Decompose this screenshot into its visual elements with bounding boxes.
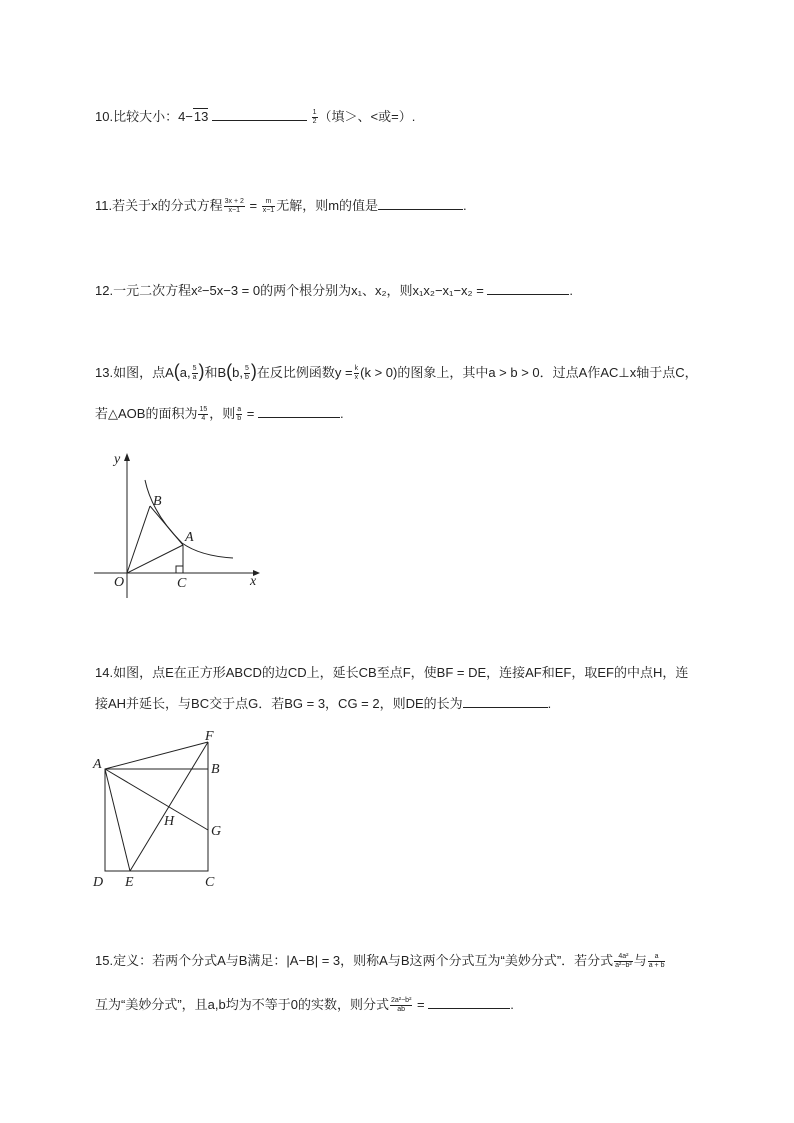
label-A: A xyxy=(93,757,102,772)
q13-line2-a: 若△AOB的面积为 xyxy=(95,406,198,421)
segment-AF xyxy=(105,742,208,769)
q13-line2-c: = xyxy=(243,406,255,421)
question-15-line-1 xyxy=(95,952,666,970)
q13-text-c: 在反比例函数y = xyxy=(256,365,353,380)
q14-figure xyxy=(90,725,230,890)
q12-text: 一元二次方程x²−5x−3 = 0的两个根分别为x₁、x₂，则x₁x₂−x₁−x₂ = xyxy=(113,283,484,298)
q13-point-b: b, xyxy=(232,365,244,380)
segment-AE xyxy=(105,769,130,871)
question-13-line-2 xyxy=(95,405,344,423)
q13-figure xyxy=(90,448,270,603)
hyperbola-curve xyxy=(145,480,233,558)
q13-point-a-fraction: $\frac{5}{a}$ xyxy=(192,365,197,382)
q15-fraction-3: $\frac{\text{2a²−b²}}{ab}$ xyxy=(390,997,412,1014)
q13-area-fraction: $\frac{15}{4}$ xyxy=(199,406,208,423)
label-C: C xyxy=(205,875,215,890)
y-axis-arrow xyxy=(124,453,130,461)
q14-line1: 如图，点E在正方形ABCD的边CD上，延长CB至点F，使BF = DE，连接AF和EF，取EF的中点H，连 xyxy=(113,665,689,680)
q13-number: 13. xyxy=(95,365,114,380)
q10-sqrt: 13 xyxy=(193,109,209,124)
q15-answer-blank[interactable] xyxy=(428,996,510,1009)
label-B: B xyxy=(153,494,162,509)
q11-text-b: 无解，则m的值是 xyxy=(276,198,379,213)
q10-text-b: （填＞、<或=）. xyxy=(318,109,416,124)
q11-fraction-right: $\frac{m}{x-1}$ xyxy=(262,198,275,215)
q14-number: 14. xyxy=(95,665,114,680)
q12-number: 12. xyxy=(95,283,114,298)
q11-fraction-left: $\frac{3x + 2}{x-1}$ xyxy=(224,198,244,215)
q15-line2-a: 互为“美妙分式”，且a,b均为不等于0的实数，则分式 xyxy=(95,997,389,1012)
label-H: H xyxy=(164,814,175,829)
q11-text-a: 若关于x的分式方程 xyxy=(112,198,223,213)
q14-end: . xyxy=(547,696,552,711)
q14-answer-blank[interactable] xyxy=(463,695,548,708)
q13-text-b: 和B xyxy=(204,365,227,380)
q13-text-a: 如图，点A xyxy=(113,365,174,380)
question-15-line-2 xyxy=(95,996,514,1014)
label-O: O xyxy=(114,575,125,590)
segment-AB xyxy=(150,506,183,545)
q11-number: 11. xyxy=(95,198,113,213)
q13-text-d: (k > 0)的图象上，其中a > b > 0．过点A作AC⊥x轴于点C， xyxy=(360,365,698,380)
question-12 xyxy=(95,282,573,300)
label-D: D xyxy=(93,875,104,890)
q13-k-fraction: $\frac{k}{x}$ xyxy=(354,365,359,382)
question-13-line-1: 13.如图，点A(a, $\frac{5}{a}$ )和B(b, $\frac{5}{b}$ )在反比例函数y = $\frac{k}{x}$ (k > 0)的图象上，其中a > b > 0．过点A作AC⊥x轴于点C， xyxy=(95,361,698,382)
q11-answer-blank[interactable] xyxy=(378,197,463,210)
label-y: y xyxy=(114,452,121,467)
segment-AG xyxy=(105,769,208,830)
q11-end: . xyxy=(463,198,467,213)
q13-point-a: a, xyxy=(179,365,191,380)
right-angle-mark xyxy=(176,566,183,573)
q15-line1-b: 与 xyxy=(633,953,647,968)
q14-line2: 接AH并延长，与BC交于点G．若BG = 3，CG = 2，则DE的长为 xyxy=(95,696,463,711)
q15-line1-a: 定义：若两个分式A与B满足：|A−B| = 3，则称A与B这两个分式互为“美妙分式”．若分式 xyxy=(113,953,614,968)
q13-ratio-fraction: $\frac{a}{b}$ xyxy=(237,406,242,423)
label-E: E xyxy=(125,875,134,890)
question-14-line-2 xyxy=(95,695,551,713)
q10-answer-blank[interactable] xyxy=(212,108,307,121)
label-A: A xyxy=(185,530,194,545)
q12-end: . xyxy=(569,283,574,298)
label-G: G xyxy=(211,824,222,839)
label-x: x xyxy=(250,574,257,589)
label-B: B xyxy=(211,762,220,777)
q13-answer-blank[interactable] xyxy=(258,405,340,418)
q15-number: 15. xyxy=(95,953,114,968)
q15-line2-b: = xyxy=(413,997,425,1012)
q13-end: . xyxy=(340,406,344,421)
q15-fraction-2: $\frac{a}{a + b}$ xyxy=(648,953,665,970)
q11-equals: = xyxy=(245,198,261,213)
question-10 xyxy=(95,108,415,126)
question-11 xyxy=(95,197,467,215)
q10-text-a: 比较大小：4− xyxy=(113,109,193,124)
label-F: F xyxy=(205,729,214,744)
q10-half-fraction: $\frac{1}{2}$ xyxy=(312,109,317,126)
q12-answer-blank[interactable] xyxy=(487,282,569,295)
label-C: C xyxy=(177,576,187,591)
q10-number: 10. xyxy=(95,109,114,124)
q13-point-b-fraction: $\frac{5}{b}$ xyxy=(245,365,249,382)
q13-line2-b: ，则 xyxy=(209,406,236,421)
question-14-line-1 xyxy=(95,664,688,682)
q15-fraction-1: $\frac{\text{4a²}}{\text{a²−b²}}$ xyxy=(615,953,632,970)
square-ABCD xyxy=(105,769,208,871)
q15-end: . xyxy=(510,997,514,1012)
